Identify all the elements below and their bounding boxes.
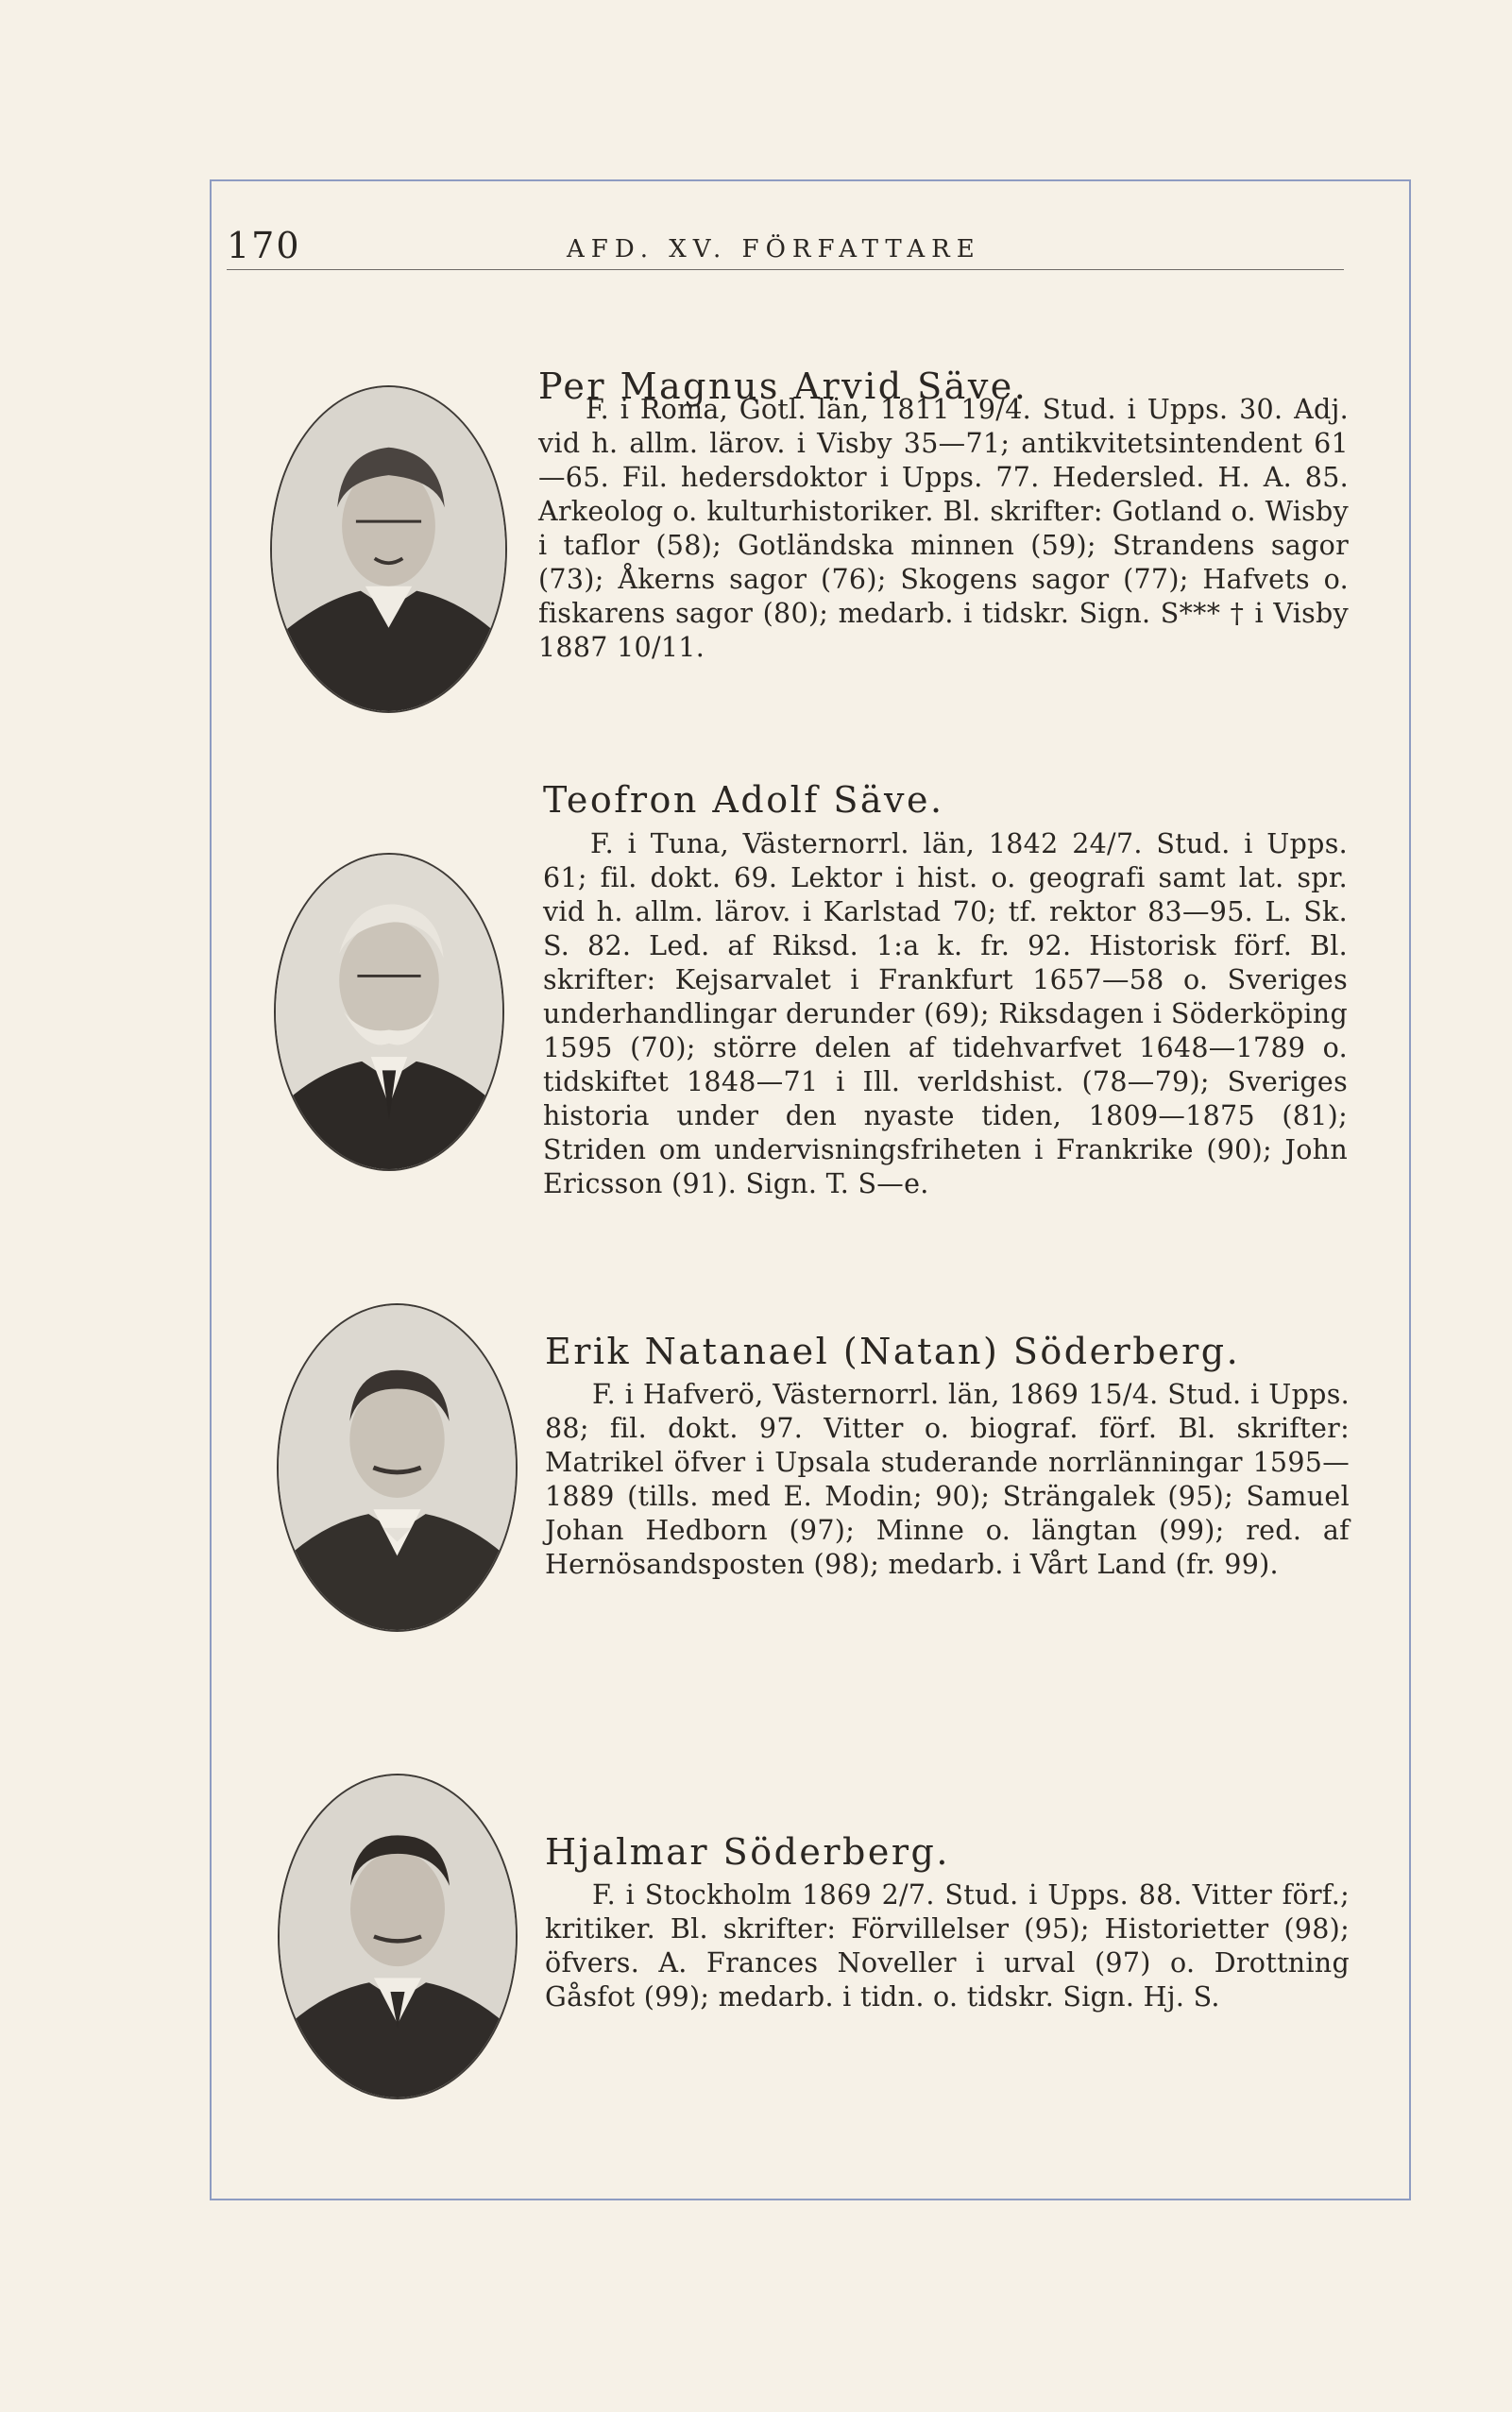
- portrait-2: [274, 853, 504, 1171]
- running-head: AFD. XV. FÖRFATTARE: [567, 235, 981, 263]
- portrait-3: [277, 1303, 518, 1632]
- entry-4-bio: F. i Stockholm 1869 2/7. Stud. i Upps. 88. Vitter förf.; kritiker. Bl. skrifter: Förvillelser (95); Historietter (98); öfvers. A. Frances Noveller i urval (97) o. Drottning Gåsfot (99); medarb. i tidn. o. tidskr. Sign. Hj. S.: [545, 1879, 1350, 2013]
- entry-4-name: Hjalmar Söderberg.: [545, 1831, 950, 1873]
- entry-3-bio: F. i Hafverö, Västernorrl. län, 1869 15/4. Stud. i Upps. 88; fil. dokt. 97. Vitter o. biograf. förf. Bl. skrifter: Matrikel öfver i Upsala studerande norrlänningar 1595—1889 (tills. med E. Modin; 90); Strängalek (95); Samuel Johan Hedborn (97); Minne o. längtan (99); red. af Hernösandsposten (98); medarb. i Vårt Land (fr. 99).: [545, 1379, 1350, 1580]
- page-number: 170: [227, 225, 301, 266]
- entry-2-name: Teofron Adolf Säve.: [543, 779, 944, 821]
- entry-3-name: Erik Natanael (Natan) Söderberg.: [545, 1331, 1241, 1372]
- entry-1-bio: F. i Roma, Gotl. län, 1811 19/4. Stud. i Upps. 30. Adj. vid h. allm. lärov. i Visby 35—71; antikvitetsintendent 61—65. Fil. hedersdoktor i Upps. 77. Hedersled. H. A. 85. Arkeolog o. kulturhistoriker. Bl. skrifter: Gotland o. Wisby i taflor (58); Gotländska minnen (59); Strandens sagor (73); Åkerns sagor (76); Skogens sagor (77); Hafvets o. fiskarens sagor (80); medarb. i tidskr. Sign. S*** † i Visby 1887 10/11.: [538, 394, 1349, 663]
- page-header: [227, 225, 1344, 270]
- entry-2-bio: F. i Tuna, Västernorrl. län, 1842 24/7. Stud. i Upps. 61; fil. dokt. 69. Lektor i hist. o. geografi samt lat. spr. vid h. allm. lärov. i Karlstad 70; tf. rektor 83—95. L. Sk. S. 82. Led. af Riksd. 1:a k. fr. 92. Historisk förf. Bl. skrifter: Kejsarvalet i Frankfurt 1657—58 o. Sveriges underhandlingar derunder (69); Riksdagen i Söderköping 1595 (70); större delen af tidehvarfvet 1648—1789 o. tidskiftet 1848—71 i Ill. verldshist. (78—79); Sveriges historia under den nyaste tiden, 1809—1875 (81); Striden om undervisningsfriheten i Frankrike (90); John Ericsson (91). Sign. T. S—e.: [543, 828, 1348, 1199]
- entry-1-name: Per Magnus Arvid Säve.: [538, 365, 1028, 407]
- portrait-1: [270, 385, 507, 713]
- portrait-4: [278, 1774, 518, 2099]
